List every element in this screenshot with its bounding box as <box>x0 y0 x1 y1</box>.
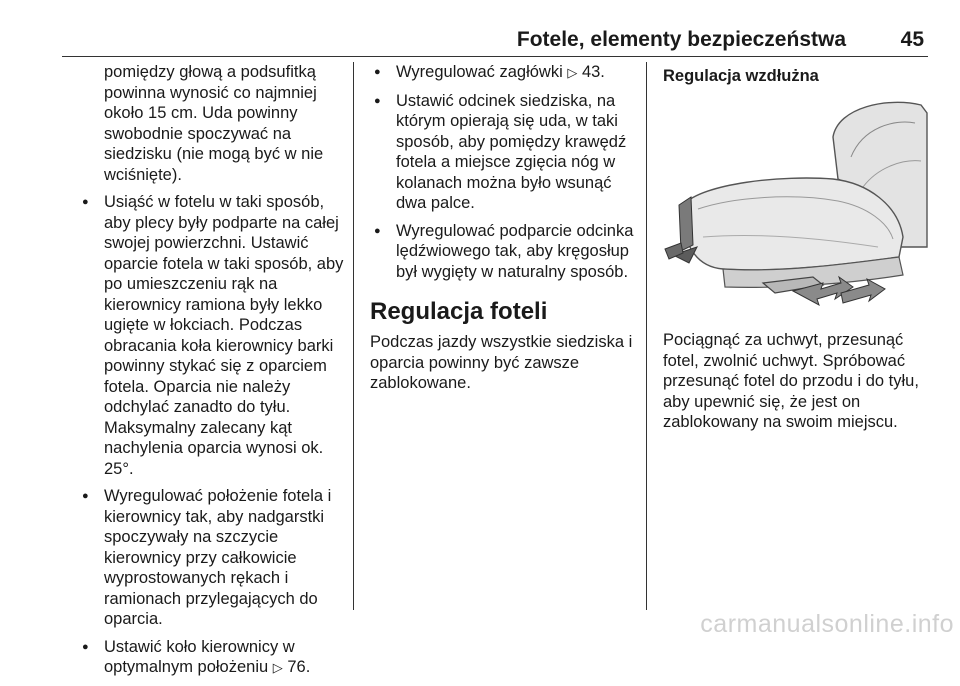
section-paragraph: Podczas jazdy wszystkie siedziska i oparcia powinny być zawsze zablokowane. <box>370 333 633 392</box>
page-reference-link[interactable]: 76. <box>287 658 311 676</box>
list-item-text: Ustawić koło kierownicy w optymalnym położeniu <box>104 637 295 676</box>
continued-paragraph: pomiędzy głową a podsufitką powinna wynosić co najmniej około 15 cm. Uda powinny swobodnie spoczywać na siedzisku (nie mogą być w nie wciśnięte). <box>104 63 324 184</box>
list-item <box>78 637 346 679</box>
section-heading: Regulacja foteli <box>370 298 548 325</box>
list-item-text: Wyregulować zagłówki <box>396 63 563 81</box>
reference-arrow-icon: ▷ <box>272 660 283 675</box>
watermark-text: carmanualsonline.info <box>700 610 954 638</box>
list-item: ● Wyregulować podparcie odcinka lędźwiowego tak, aby kręgosłup był wygięty w naturalny sposób. <box>370 221 638 283</box>
list-item: ● Usiąść w fotelu w taki sposób, aby plecy były podparte na całej swojej powierzchni. Ustawić oparcie fotela w taki sposób, aby po umieszczeniu rąk na kierownicy ramiona były lekko ugięte w łokciach. Podczas obracania koła kierownicy barki powinny stykać się z oparciem fotela. Oparcia nie należy odchylać zanadto do tyłu. Maksymalny zalecany kąt nachylenia oparcia wynosi ok. 25°. <box>78 192 346 479</box>
text-column-1 <box>78 62 346 686</box>
column-divider <box>646 62 647 610</box>
reference-arrow-icon: ▷ <box>567 65 578 80</box>
text-column-3 <box>663 62 929 433</box>
column-divider <box>353 62 354 610</box>
illustration-caption: Pociągnąć za uchwyt, przesunąć fotel, zwolnić uchwyt. Spróbować przesunąć fotel do przodu i do tyłu, aby upewnić się, że jest on zablokowany na swoim miejscu. <box>663 331 919 431</box>
page-number: 45 <box>900 28 924 51</box>
seat-adjustment-illustration <box>663 97 929 311</box>
bullet-list <box>78 192 346 679</box>
page-header <box>62 26 928 57</box>
text-column-2 <box>370 62 638 394</box>
page-title: Fotele, elementy bezpieczeństwa <box>516 28 846 51</box>
list-item: ● Wyregulować położenie fotela i kierownicy tak, aby nadgarstki spoczywały na szczycie kierownicy przy całkowicie wyprostowanych rękach i ramionach przylegających do oparcia. <box>78 486 346 630</box>
page-reference-link[interactable]: 43. <box>581 63 605 81</box>
bullet-list <box>370 62 638 282</box>
list-item: ● Ustawić odcinek siedziska, na którym opierają się uda, w taki sposób, aby pomiędzy krawędź fotela a miejsce zgięcia nóg w kolanach można było wsunąć dwa palce. <box>370 91 638 214</box>
subsection-heading: Regulacja wzdłużna <box>663 67 819 85</box>
list-item <box>370 62 638 84</box>
